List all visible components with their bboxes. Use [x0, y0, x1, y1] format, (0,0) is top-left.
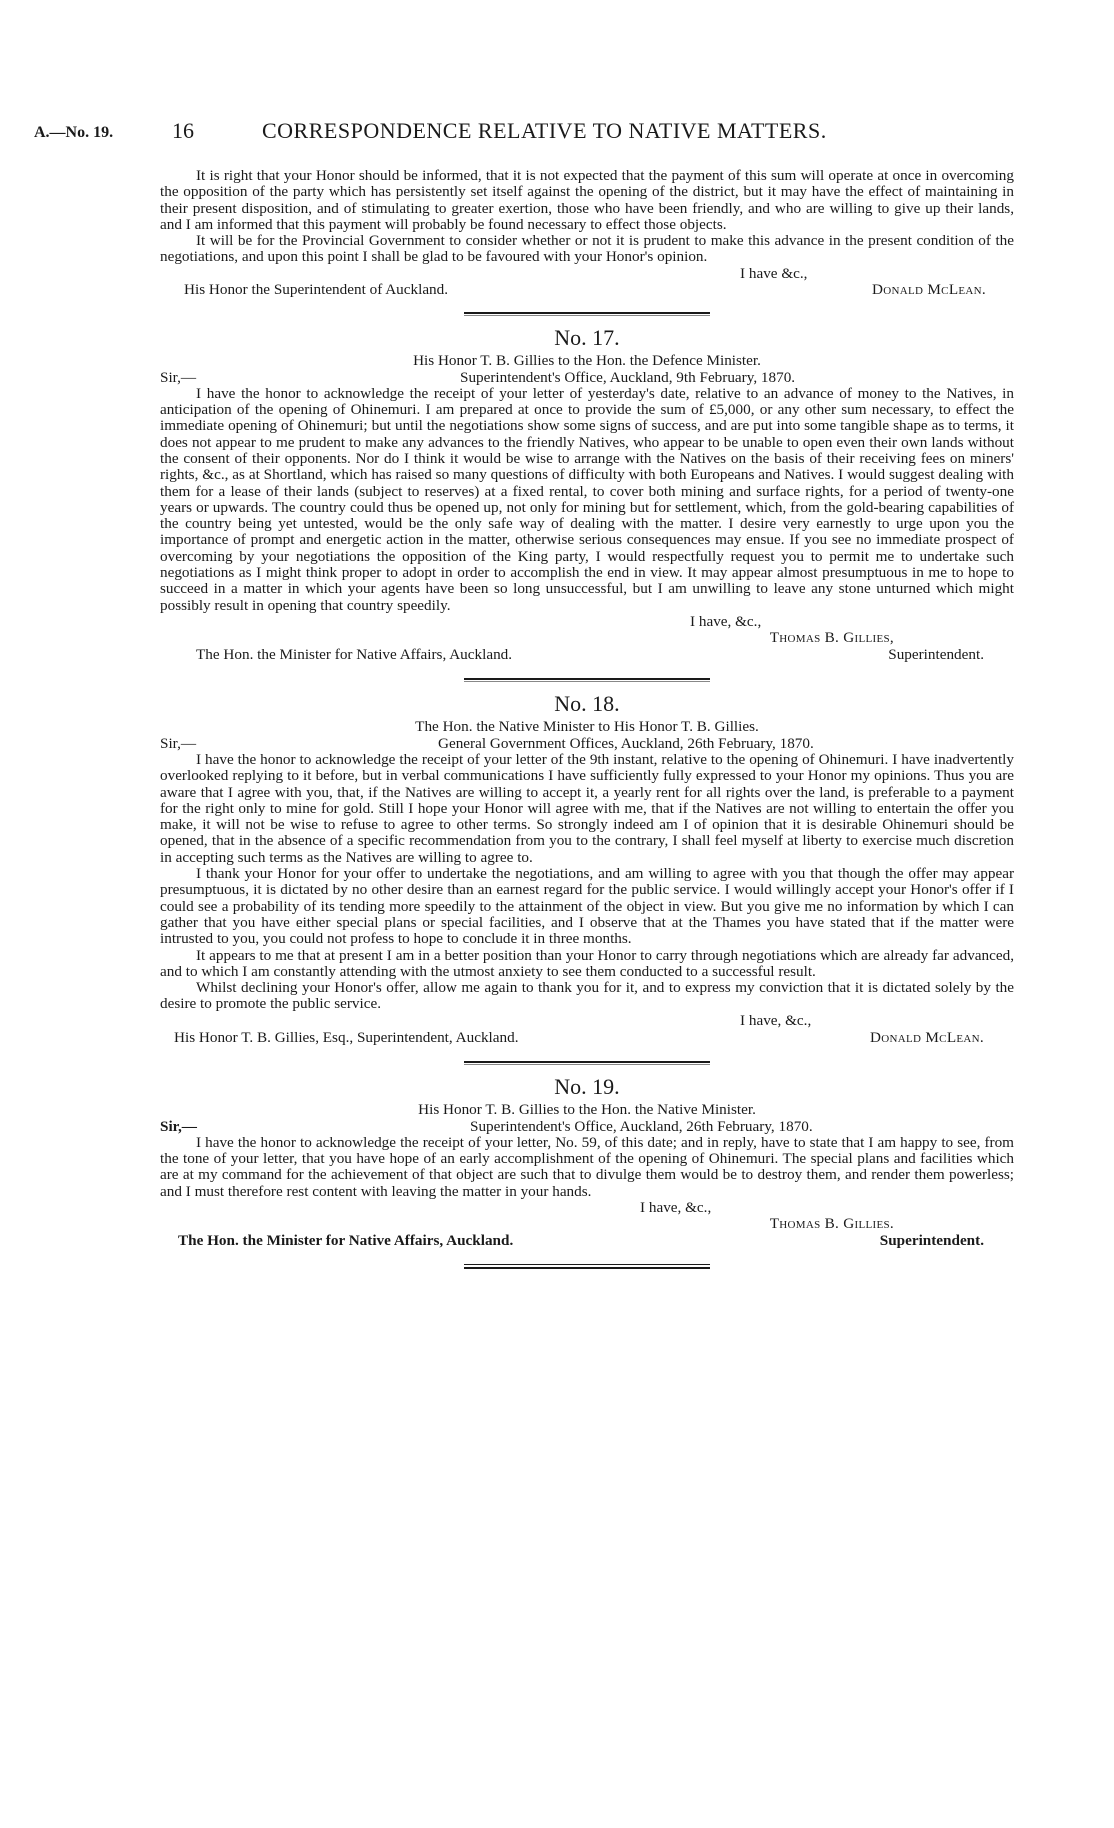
signatory-title: Superintendent. [879, 1231, 984, 1249]
signatory-title: Superintendent. [888, 645, 984, 663]
salutation: Sir,— [160, 734, 197, 752]
letter-number: No. 19. [554, 1073, 620, 1099]
letter-closing [160, 1013, 1014, 1029]
letter-addressee-row [160, 1232, 1014, 1250]
letter-18 [160, 692, 1014, 1047]
salutation-row [160, 1118, 1014, 1135]
letter-number: No. 18. [554, 690, 620, 716]
intro-addressee: His Honor the Superintendent of Auckland. [184, 280, 449, 298]
intro-sign-row [160, 282, 1014, 298]
intro-paragraph-2: It will be for the Provincial Government to consider whether or not it is prudent to make this advance in the present condition of the negotiations, and upon this point I shall be glad to be favoured with your Honor's opinion. [160, 232, 1014, 266]
letter-19 [160, 1075, 1014, 1250]
letter-signature-row [160, 1216, 1014, 1232]
letter-closing [160, 1200, 1014, 1216]
salutation: Sir,— [160, 1117, 197, 1135]
salutation-row [160, 735, 1014, 752]
letter-have: I have, &c., [640, 1198, 712, 1216]
salutation-row [160, 369, 1014, 386]
section-divider [464, 312, 710, 316]
page-title: CORRESPONDENCE RELATIVE TO NATIVE MATTERS. [262, 118, 827, 143]
intro-letter-continuation [160, 168, 1014, 298]
letter-body: I have the honor to acknowledge the receipt of your letter of yesterday's date, relative to an advance of money to the Natives, in anticipation of the opening of Ohinemuri. I am prepared at once to provide the sum of £5,000, or any other sum necessary, to effect the immediate opening of Ohinemuri; but until the negotiations show some signs of success, and are put into some tangible shape as to terms, it does not appear to me prudent to make any advances to the friendly Natives, who appear to be unable to open even their own lands without the consent of their opponents. Nor do I think it would be wise to arrange with the Natives on the basis of their receiving fees on miners' rights, &c., as at Shortland, which has raised so many questions of difficulty with both Europeans and Natives. I would suggest dealing with them for a lease of their lands (subject to reserves) at a fixed rental, to cover both mining and surface rights, for a period of twenty-one years or upwards. The country could thus be opened up, not only for mining but for settlement, which, from the gold-bearing capabilities of the country being yet untested, would be the only safe way of dealing with the matter. I desire very earnestly to urge upon you the importance of prompt and energetic action in the matter, otherwise serious consequences may ensue. If you see no immediate prospect of overcoming by your negotiations the opposition of the King party, I would respectfully request you to permit me to undertake such negotiations as I might think proper to adopt in order to accomplish the end in view. It may appear almost presumptuous in me to hope to succeed in a matter in which your agents have been so long unsuccessful, but I am unwilling to leave any stone unturned which might possibly result in opening that country speedily. [160, 384, 1014, 614]
section-divider [464, 1061, 710, 1065]
letter-signature: Donald McLean. [870, 1028, 984, 1046]
letter-closing [160, 614, 1014, 630]
letter-have: I have, &c., [690, 612, 762, 630]
letter-signature-row [160, 630, 1014, 646]
letter-addressee-row [160, 646, 1014, 664]
letter-signature: Thomas B. Gillies. [769, 1214, 894, 1232]
intro-paragraph-1: It is right that your Honor should be informed, that it is not expected that the payment of this sum will operate at once in overcoming the opposition of the party which has persistently set itself against the opening of the district, but it may have the effect of maintaining in their present disposition, and of stimulating to greater exertion, those who have been friendly, and who are willing to give up their lands, and I am informed that this payment will probably be found necessary to effect those objects. [160, 167, 1014, 233]
letter-paragraph-4: Whilst declining your Honor's offer, allow me again to thank you for it, and to express my conviction that it is dictated solely by the desire to promote the public service. [160, 979, 1014, 1013]
letter-addressee-row [160, 1029, 1014, 1047]
letter-from-to: The Hon. the Native Minister to His Honor T. B. Gillies. [415, 717, 759, 735]
paper-reference: A.—No. 19. [34, 124, 114, 141]
letter-have: I have, &c., [740, 1011, 812, 1029]
letter-addressee: His Honor T. B. Gillies, Esq., Superintendent, Auckland. [174, 1028, 519, 1046]
end-divider [464, 1264, 710, 1269]
letter-signature: Thomas B. Gillies, [769, 628, 894, 646]
letter-paragraph-1: I have the honor to acknowledge the receipt of your letter of the 9th instant, relative to the opening of Ohinemuri. I have inadvertently overlooked replying to it before, but in verbal communications I have sufficiently fully expressed to your Honor my opinions. Thus you are aware that I agree with you, that, if the Natives are willing to accept it, a yearly rent for all rights over the land, is preferable to a payment for the right only to mine for gold. Still I hope your Honor will agree with me, that if the Natives are not willing to entertain the offer you make, it will not be wise to refuse to agree to other terms. So strongly indeed am I of opinion that it is desirable Ohinemuri should be opened, that in the absence of a specific recommendation from you to the contrary, I shall feel myself at liberty to exercise much discretion in accepting such terms as the Natives are willing to agree to. [160, 750, 1014, 866]
document-body [160, 168, 1014, 1279]
intro-signature: Donald McLean. [872, 280, 986, 298]
letter-place-date: General Government Offices, Auckland, 26th February, 1870. [438, 734, 814, 752]
page-number: 16 [172, 118, 194, 143]
letter-addressee: The Hon. the Minister for Native Affairs, Auckland. [178, 1231, 514, 1249]
letter-number: No. 17. [554, 324, 620, 350]
section-divider [464, 678, 710, 682]
page-header [34, 118, 1044, 148]
letter-paragraph-2: I thank your Honor for your offer to undertake the negotiations, and am willing to agree with you that though the offer may appear presumptuous, it is dictated by no other desire than an earnest regard for the public service. I would willingly accept your Honor's offer if I could see a probability of its tending more speedily to the attainment of the object in view. But you give me no information by which I can gather that you have either special plans or special facilities, and I observe that at the Thames you have stated that if the matter were intrusted to you, you could not profess to hope to conclude it in three months. [160, 865, 1014, 948]
letter-from-to: His Honor T. B. Gillies to the Hon. the Defence Minister. [413, 351, 761, 369]
letter-paragraph-3: It appears to me that at present I am in a better position than your Honor to carry through negotiations which are already far advanced, and to which I am constantly attending with the utmost anxiety to see them conducted to a successful result. [160, 946, 1014, 980]
letter-addressee: The Hon. the Minister for Native Affairs, Auckland. [196, 645, 513, 663]
letter-17 [160, 326, 1014, 664]
salutation: Sir,— [160, 368, 197, 386]
intro-have: I have &c., [740, 264, 808, 282]
letter-from-to: His Honor T. B. Gillies to the Hon. the Native Minister. [418, 1100, 756, 1118]
letter-body: I have the honor to acknowledge the receipt of your letter, No. 59, of this date; and in reply, have to state that I am happy to see, from the tone of your letter, that you have hope of an early accomplishment of the opening of Ohinemuri. The special plans and facilities which are at my command for the achievement of that object are such that to divulge them would be to destroy them, and render them powerless; and I must therefore rest content with leaving the matter in your hands. [160, 1133, 1014, 1200]
letter-place-date: Superintendent's Office, Auckland, 26th February, 1870. [470, 1117, 813, 1135]
intro-closing [160, 266, 1014, 282]
letter-place-date: Superintendent's Office, Auckland, 9th February, 1870. [460, 368, 796, 386]
